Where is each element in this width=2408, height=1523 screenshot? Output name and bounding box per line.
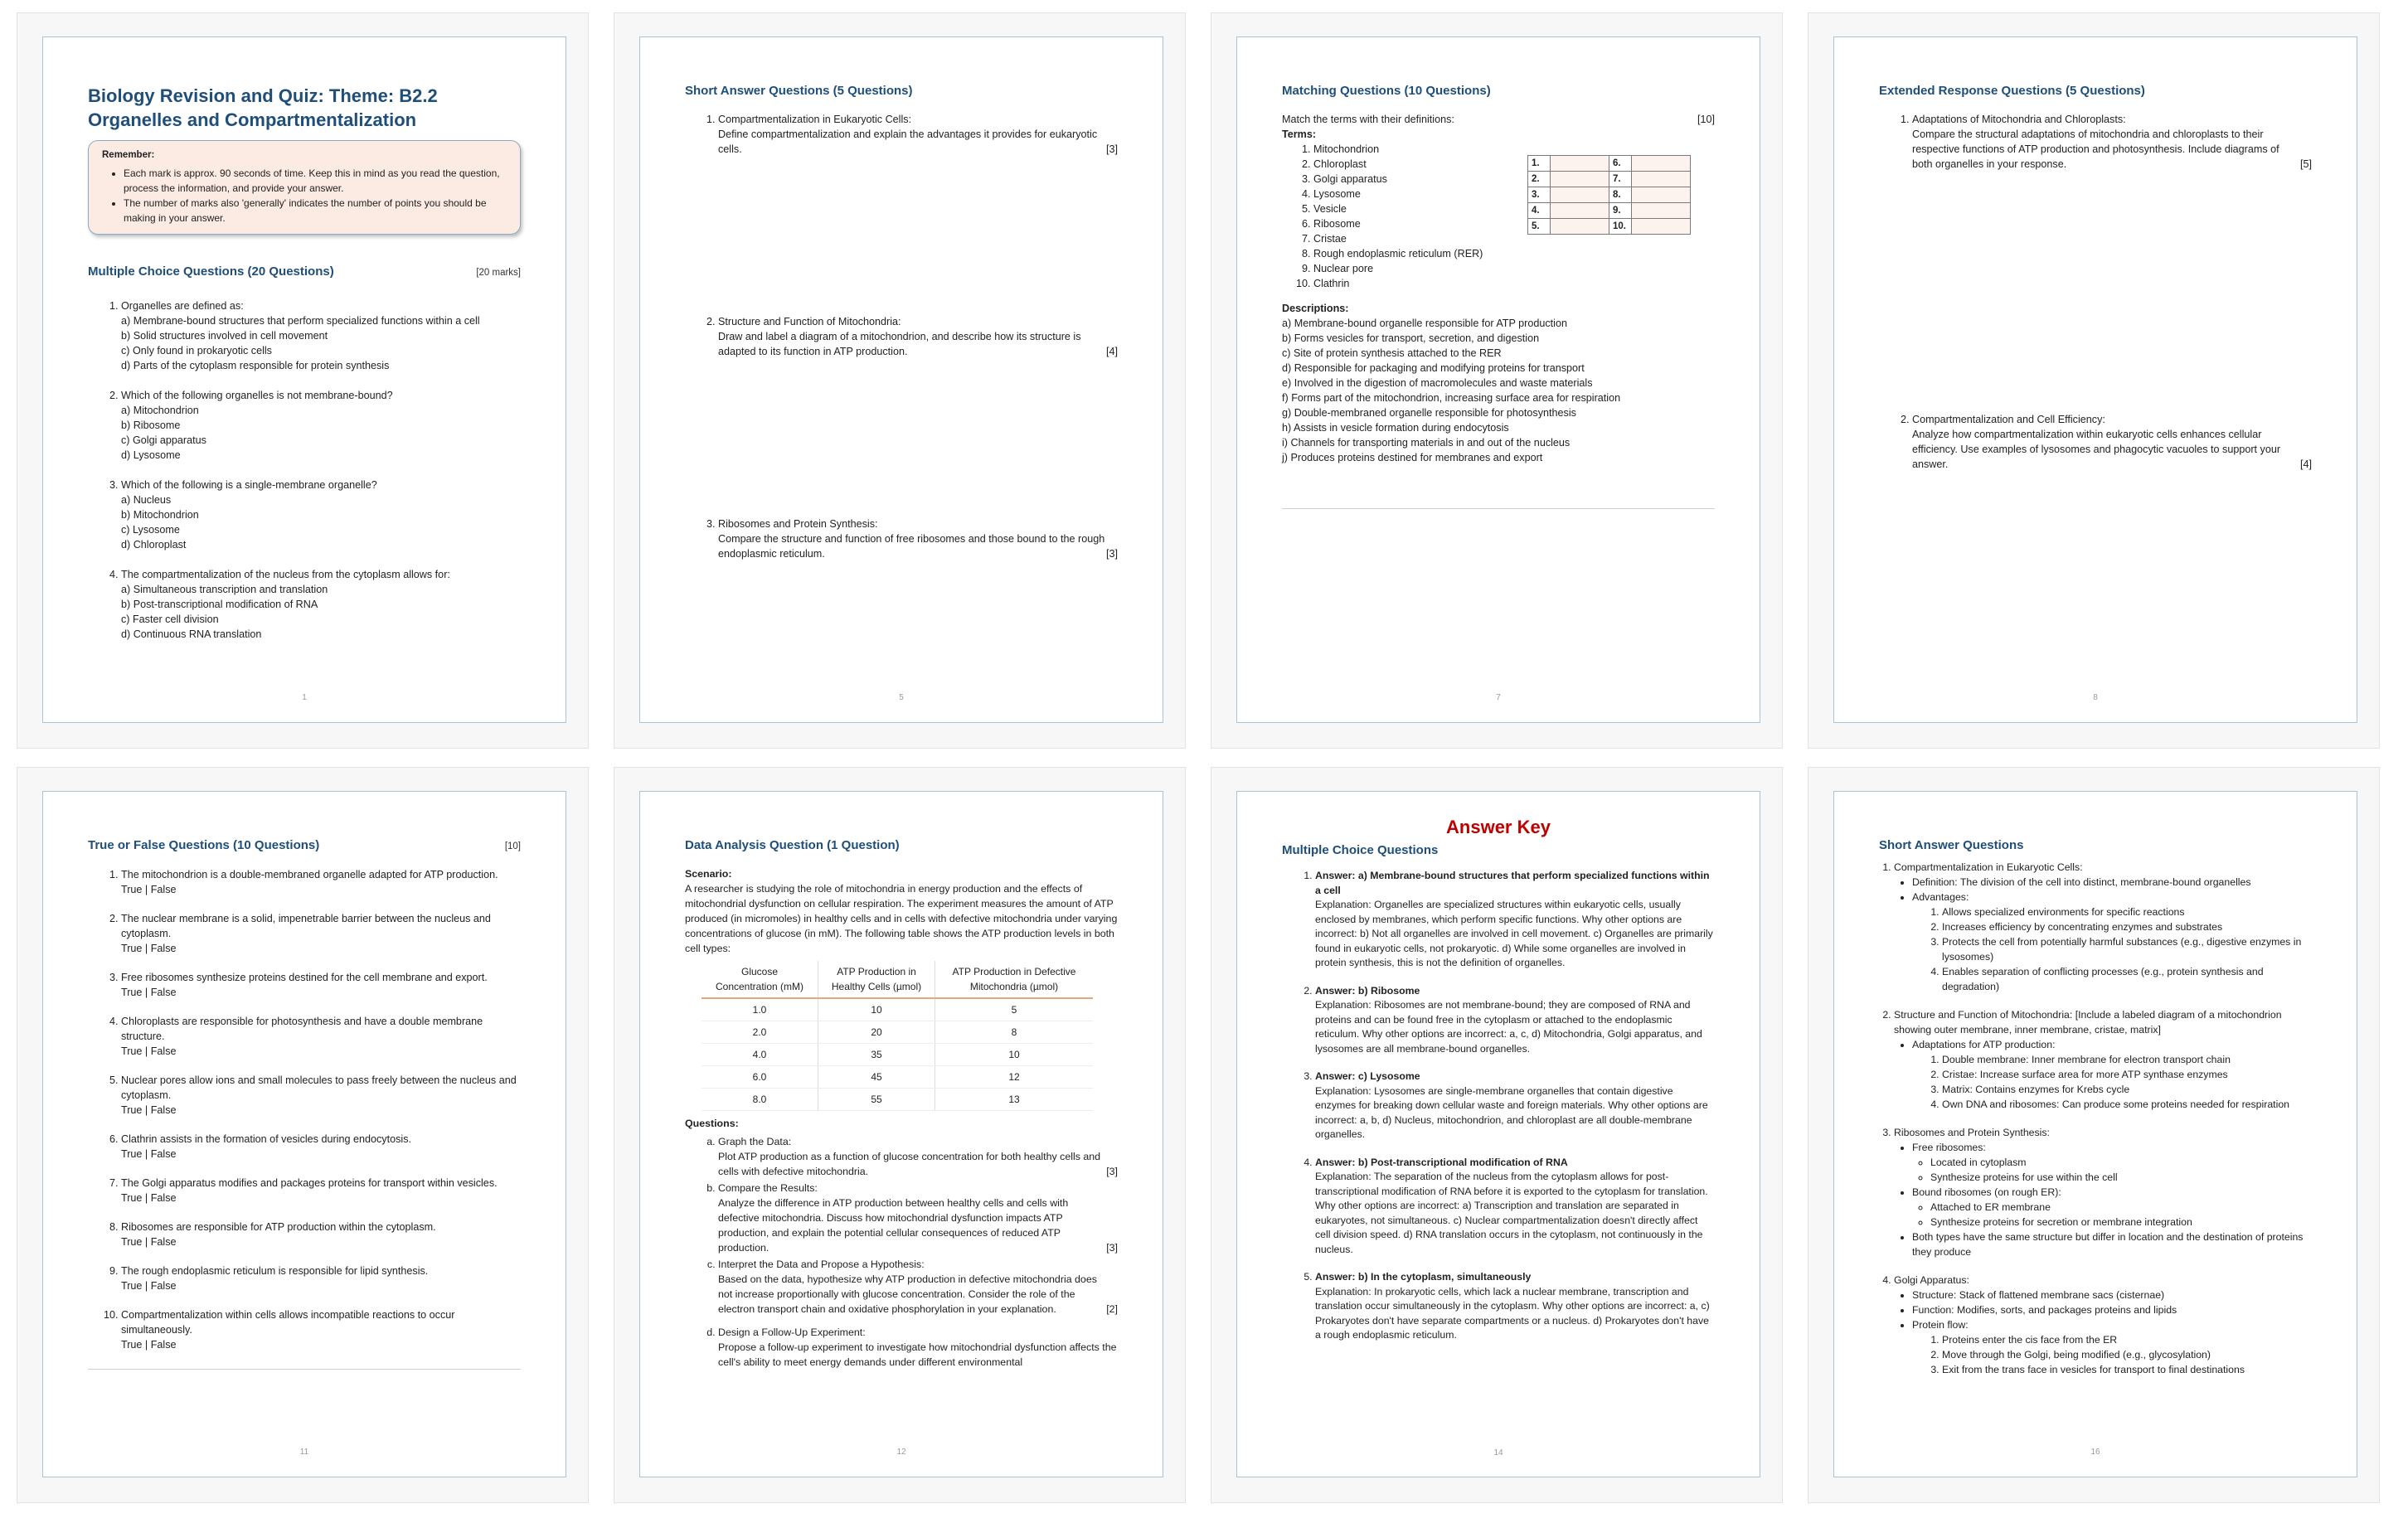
answer-item: 3. Answer: c) Lysosome Explanation: Lysosomes are single-membrane organelles that contain digestive enzymes for breaking down cellular waste and foreign materials. Why other options are incorrect: a, b, d) Nucleus, mitochondrion, and chloroplast are all double-membrane organelles.	[1315, 1069, 1715, 1142]
term-item: 2. Chloroplast	[1313, 157, 1715, 172]
answer-cell[interactable]	[1632, 156, 1691, 172]
page-card-14[interactable]	[1211, 767, 1783, 1503]
term-item: 3. Golgi apparatus	[1313, 172, 1715, 187]
tf-item: 1. The mitochondrion is a double-membraned organelle adapted for ATP production. True | False	[121, 867, 521, 897]
questions-label: Questions:	[685, 1118, 739, 1129]
answer-key-title: Answer Key	[1446, 817, 1551, 837]
divider	[88, 1369, 521, 1370]
table-row: 4.0 35 10	[702, 1044, 1093, 1066]
page-sheet	[639, 791, 1163, 1477]
page-card-5[interactable]	[614, 12, 1186, 749]
page-number: 16	[2090, 1448, 2100, 1457]
remember-box	[88, 140, 521, 235]
answer-cell[interactable]	[1632, 172, 1691, 187]
answer-item: 4. Golgi Apparatus: • Structure: Stack of flattened membrane sacs (cisternae) • Function: Modifies, sorts, and packages proteins and lipids • Protein flow: 1. Proteins enter the cis face from the ER 2. Move through the Golgi, being modified (e.g., glycosylation) 3. Exit from the trans face in vesicles for transport to final destinations	[1894, 1273, 2312, 1377]
answer-item: 3. Ribosomes and Protein Synthesis: • Free ribosomes: ◦ Located in cytoplasm ◦ Synthesize proteins for use within the cell • Bound ribosomes (on rough ER): ◦ Attached to ER membrane ◦ Synthesize proteins for secretion or membrane integration • Both types have the same structure but differ in location and the destination of proteins they produce	[1894, 1125, 2312, 1259]
descriptions-label: Descriptions:	[1282, 303, 1349, 314]
question-item: 2. Structure and Function of Mitochondria: Draw and label a diagram of a mitochondrion, and describe how its structure is adapted to its function in ATP production. [4]	[718, 314, 1118, 359]
tf-item: 3. Free ribosomes synthesize proteins destined for the cell membrane and export. True | False	[121, 970, 521, 1000]
question-item: 1. Compartmentalization in Eukaryotic Cells: Define compartmentalization and explain the advantages it provides for eukaryotic cells. [3]	[718, 112, 1118, 157]
page-card-11[interactable]	[17, 767, 589, 1503]
remember-item: • Each mark is approx. 90 seconds of time. Keep this in mind as you read the question, process the information, and provide your answer.	[124, 166, 507, 196]
matching-answer-grid: 1. 6. 2. 7. 3. 8. 4. 9. 5. 10.	[1527, 155, 1691, 235]
page-number: 8	[2093, 693, 2098, 702]
page-card-8[interactable]	[1808, 12, 2380, 749]
question-item: 3. Which of the following is a single-membrane organelle? a) Nucleus b) Mitochondrion c) Lysosome d) Chloroplast	[121, 478, 521, 552]
tf-item: 6. Clathrin assists in the formation of vesicles during endocytosis. True | False	[121, 1132, 521, 1162]
page-card-12[interactable]	[614, 767, 1186, 1503]
scenario-text: A researcher is studying the role of mitochondria in energy production and the effects of mitochondrial dysfunction on cellular respiration. The experiment measures the amount of ATP produced (in micromoles) in healthy cells and in cells with defective mitochondria under varying concentrations of glucose (in mM). The following table shows the ATP production levels in both cell types:	[685, 883, 1118, 954]
term-item: 9. Nuclear pore	[1313, 261, 1715, 276]
answer-item: 1. Compartmentalization in Eukaryotic Cells: • Definition: The division of the cell into distinct, membrane-bound organelles • Advantages: 1. Allows specialized environments for specific reactions 2. Increases efficiency by concentrating enzymes and substrates 3. Protects the cell from potentially harmful substances (e.g., digestive enzymes in lysosomes) 4. Enables separation of conflicting processes (e.g., protein synthesis and degradation)	[1894, 860, 2312, 994]
tf-item: 10. Compartmentalization within cells allows incompatible reactions to occur simultaneously. True | False	[121, 1307, 521, 1352]
answer-item: 4. Answer: b) Post-transcriptional modification of RNA Explanation: The separation of the nucleus from the cytoplasm allows for post-transcriptional modification of RNA before it is exported to the cytoplasm for translation. Why other options are incorrect: a) Transcription and translation are separated in eukaryotes, not simultaneous. c) Nuclear compartmentalization doesn't directly affect cell division speed. d) RNA translation occurs in the cytoplasm, not continuously in the nucleus.	[1315, 1156, 1715, 1258]
answer-cell[interactable]	[1632, 219, 1691, 235]
tf-item: 4. Chloroplasts are responsible for photosynthesis and have a double membrane structure. True | False	[121, 1014, 521, 1059]
question-item: 3. Ribosomes and Protein Synthesis: Compare the structure and function of free ribosomes and those bound to the rough endoplasmic reticulum. [3]	[718, 517, 1118, 561]
term-item: 6. Ribosome	[1313, 216, 1715, 231]
tf-item: 9. The rough endoplasmic reticulum is responsible for lipid synthesis. True | False	[121, 1264, 521, 1293]
tf-item: 5. Nuclear pores allow ions and small molecules to pass freely between the nucleus and cytoplasm. True | False	[121, 1073, 521, 1118]
question-item: a. Graph the Data: Plot ATP production as a function of glucose concentration for both healthy cells and cells with defective mitochondria. [3]	[718, 1134, 1118, 1179]
terms-label: Terms:	[1282, 129, 1317, 140]
remember-title: Remember:	[102, 150, 155, 160]
document-title: Biology Revision and Quiz: Theme: B2.2 Organelles and Compartmentalization	[88, 85, 438, 130]
tf-item: 7. The Golgi apparatus modifies and packages proteins for transport within vesicles. True | False	[121, 1176, 521, 1205]
term-item: 7. Cristae	[1313, 231, 1715, 246]
page-number: 1	[302, 693, 307, 702]
question-item: 1. Adaptations of Mitochondria and Chloroplasts: Compare the structural adaptations of mitochondria and chloroplasts to their respective functions of ATP production and photosynthesis. Include diagrams of both organelles in your response. [5]	[1912, 112, 2312, 172]
page-sheet	[42, 36, 566, 723]
scenario-label: Scenario:	[685, 868, 732, 880]
tf-item: 8. Ribosomes are responsible for ATP production within the cytoplasm. True | False	[121, 1220, 521, 1249]
term-item: 8. Rough endoplasmic reticulum (RER)	[1313, 246, 1715, 261]
section-heading	[88, 264, 521, 280]
section-heading: Short Answer Questions	[1879, 838, 2024, 852]
answer-cell[interactable]	[1632, 203, 1691, 219]
page-sheet	[1236, 791, 1760, 1477]
page-card-16[interactable]	[1808, 767, 2380, 1503]
table-row: 6.0 45 12	[702, 1066, 1093, 1089]
question-item: 2. Which of the following organelles is not membrane-bound? a) Mitochondrion b) Ribosome c) Golgi apparatus d) Lysosome	[121, 388, 521, 463]
answer-cell[interactable]	[1551, 172, 1609, 187]
page-sheet	[1833, 36, 2357, 723]
page-sheet	[639, 36, 1163, 723]
table-row: 8.0 55 13	[702, 1089, 1093, 1111]
question-item: d. Design a Follow-Up Experiment: Propose a follow-up experiment to investigate how mitochondrial dysfunction affects the cell's ability to meet energy demands under different environmental	[718, 1325, 1118, 1370]
question-item: c. Interpret the Data and Propose a Hypothesis: Based on the data, hypothesize why ATP production in defective mitochondria does not increase proportionally with glucose concentration. Consider the role of the electron transport chain and oxidative phosphorylation in your explanation. [2]	[718, 1257, 1118, 1317]
page-card-1[interactable]	[17, 12, 589, 749]
page-sheet	[42, 791, 566, 1477]
page-sheet	[1236, 36, 1760, 723]
remember-item: • The number of marks also 'generally' indicates the number of points you should be making in your answer.	[124, 196, 507, 226]
answer-item: 5. Answer: b) In the cytoplasm, simultaneously Explanation: In prokaryotic cells, which lack a nuclear membrane, transcription and translation occur simultaneously in the cytoplasm. Why other options are incorrect: a, c) Prokaryotes don't have separate compartments or a nucleus. d) Prokaryotes don't have a rough endoplasmic reticulum.	[1315, 1270, 1715, 1343]
term-item: 1. Mitochondrion	[1313, 142, 1715, 157]
page-number: 5	[899, 693, 904, 702]
section-heading: Extended Response Questions (5 Questions)	[1879, 84, 2145, 98]
section-heading: True or False Questions (10 Questions) [10]	[88, 838, 521, 852]
page-number: 7	[1496, 693, 1501, 702]
question-item: 2. Compartmentalization and Cell Efficiency: Analyze how compartmentalization within eukaryotic cells enhances cellular efficiency. Use examples of lysosomes and phagocytic vacuoles to support your answer. [4]	[1912, 412, 2312, 472]
answer-cell[interactable]	[1632, 187, 1691, 203]
table-header: Glucose Concentration (mM)	[702, 961, 818, 998]
question-item: b. Compare the Results: Analyze the difference in ATP production between healthy cells and cells with defective mitochondria. Discuss how mitochondrial dysfunction impacts ATP production, and explain the potential cellular consequences of reduced ATP production. [3]	[718, 1181, 1118, 1255]
tf-item: 2. The nuclear membrane is a solid, impenetrable barrier between the nucleus and cytoplasm. True | False	[121, 911, 521, 956]
divider	[1282, 508, 1715, 509]
answer-item: 2. Answer: b) Ribosome Explanation: Ribosomes are not membrane-bound; they are composed of RNA and proteins and can be found free in the cytoplasm or attached to the endoplasmic reticulum. Why other options are incorrect: a, c, d) Mitochondria, Golgi apparatus, and lysosomes are all membrane-bound organelles.	[1315, 984, 1715, 1057]
table-header: ATP Production in Healthy Cells (µmol)	[818, 961, 935, 998]
answer-item: 2. Structure and Function of Mitochondria: [Include a labeled diagram of a mitochondrion showing outer membrane, inner membrane, cristae, matrix] • Adaptations for ATP production: 1. Double membrane: Inner membrane for electron transport chain 2. Cristae: Increase surface area for more ATP synthase enzymes 3. Matrix: Contains enzymes for Krebs cycle 4. Own DNA and ribosomes: Can produce some proteins needed for respiration	[1894, 1007, 2312, 1112]
table-row: 2.0 20 8	[702, 1021, 1093, 1044]
answer-cell[interactable]	[1551, 203, 1609, 219]
page-number: 12	[896, 1448, 906, 1457]
section-heading: Matching Questions (10 Questions)	[1282, 84, 1491, 98]
section-heading: Multiple Choice Questions	[1282, 842, 1439, 857]
term-item: 4. Lysosome	[1313, 187, 1715, 201]
page-number: 11	[299, 1448, 309, 1457]
data-table	[702, 961, 1093, 1111]
answer-item: 1. Answer: a) Membrane-bound structures that perform specialized functions within a cell Explanation: Organelles are specialized structures within eukaryotic cells, usually enclosed by membranes, which perform specific functions. Why other options are incorrect: b) Not all organelles are involved in cell movement. c) Organelles are primarily found in eukaryotic cells, not prokaryotic. d) While some organelles are involved in protein synthesis, this is not the definition of organelles.	[1315, 869, 1715, 971]
description-list: a) Membrane-bound organelle responsible for ATP production b) Forms vesicles for transport, secretion, and digestion c) Site of protein synthesis attached to the RER d) Responsible for packaging and modifying proteins for transport e) Involved in the digestion of macromolecules and waste materials f) Forms part of the mitochondrion, increasing surface area for respiration g) Double-membraned organelle responsible for photosynthesis h) Assists in vesicle formation during endocytosis i) Channels for transporting materials in and out of the nucleus j) Produces proteins destined for membranes and export	[1282, 318, 1621, 463]
section-title: Multiple Choice Questions (20 Questions)	[88, 264, 334, 279]
answer-cell[interactable]	[1551, 219, 1609, 235]
table-row: 1.0 10 5	[702, 998, 1093, 1021]
question-item: 4. The compartmentalization of the nucleus from the cytoplasm allows for: a) Simultaneous transcription and translation b) Post-transcriptional modification of RNA c) Faster cell division d) Continuous RNA translation	[121, 567, 521, 642]
matching-intro: Match the terms with their definitions: [10]	[1282, 114, 1715, 125]
section-heading: Data Analysis Question (1 Question)	[685, 838, 900, 852]
answer-cell[interactable]	[1551, 187, 1609, 203]
page-number: 14	[1493, 1448, 1503, 1458]
section-marks: [20 marks]	[476, 268, 521, 278]
term-item: 5. Vesicle	[1313, 201, 1715, 216]
question-item: 1. Organelles are defined as: a) Membrane-bound structures that perform specialized functions within a cell b) Solid structures involved in cell movement c) Only found in prokaryotic cells d) Parts of the cytoplasm responsible for protein synthesis	[121, 298, 521, 373]
page-sheet	[1833, 791, 2357, 1477]
page-card-7[interactable]	[1211, 12, 1783, 749]
answer-cell[interactable]	[1551, 156, 1609, 172]
term-item: 10. Clathrin	[1313, 276, 1715, 291]
section-heading: Short Answer Questions (5 Questions)	[685, 84, 913, 98]
table-header: ATP Production in Defective Mitochondria (µmol)	[935, 961, 1094, 998]
